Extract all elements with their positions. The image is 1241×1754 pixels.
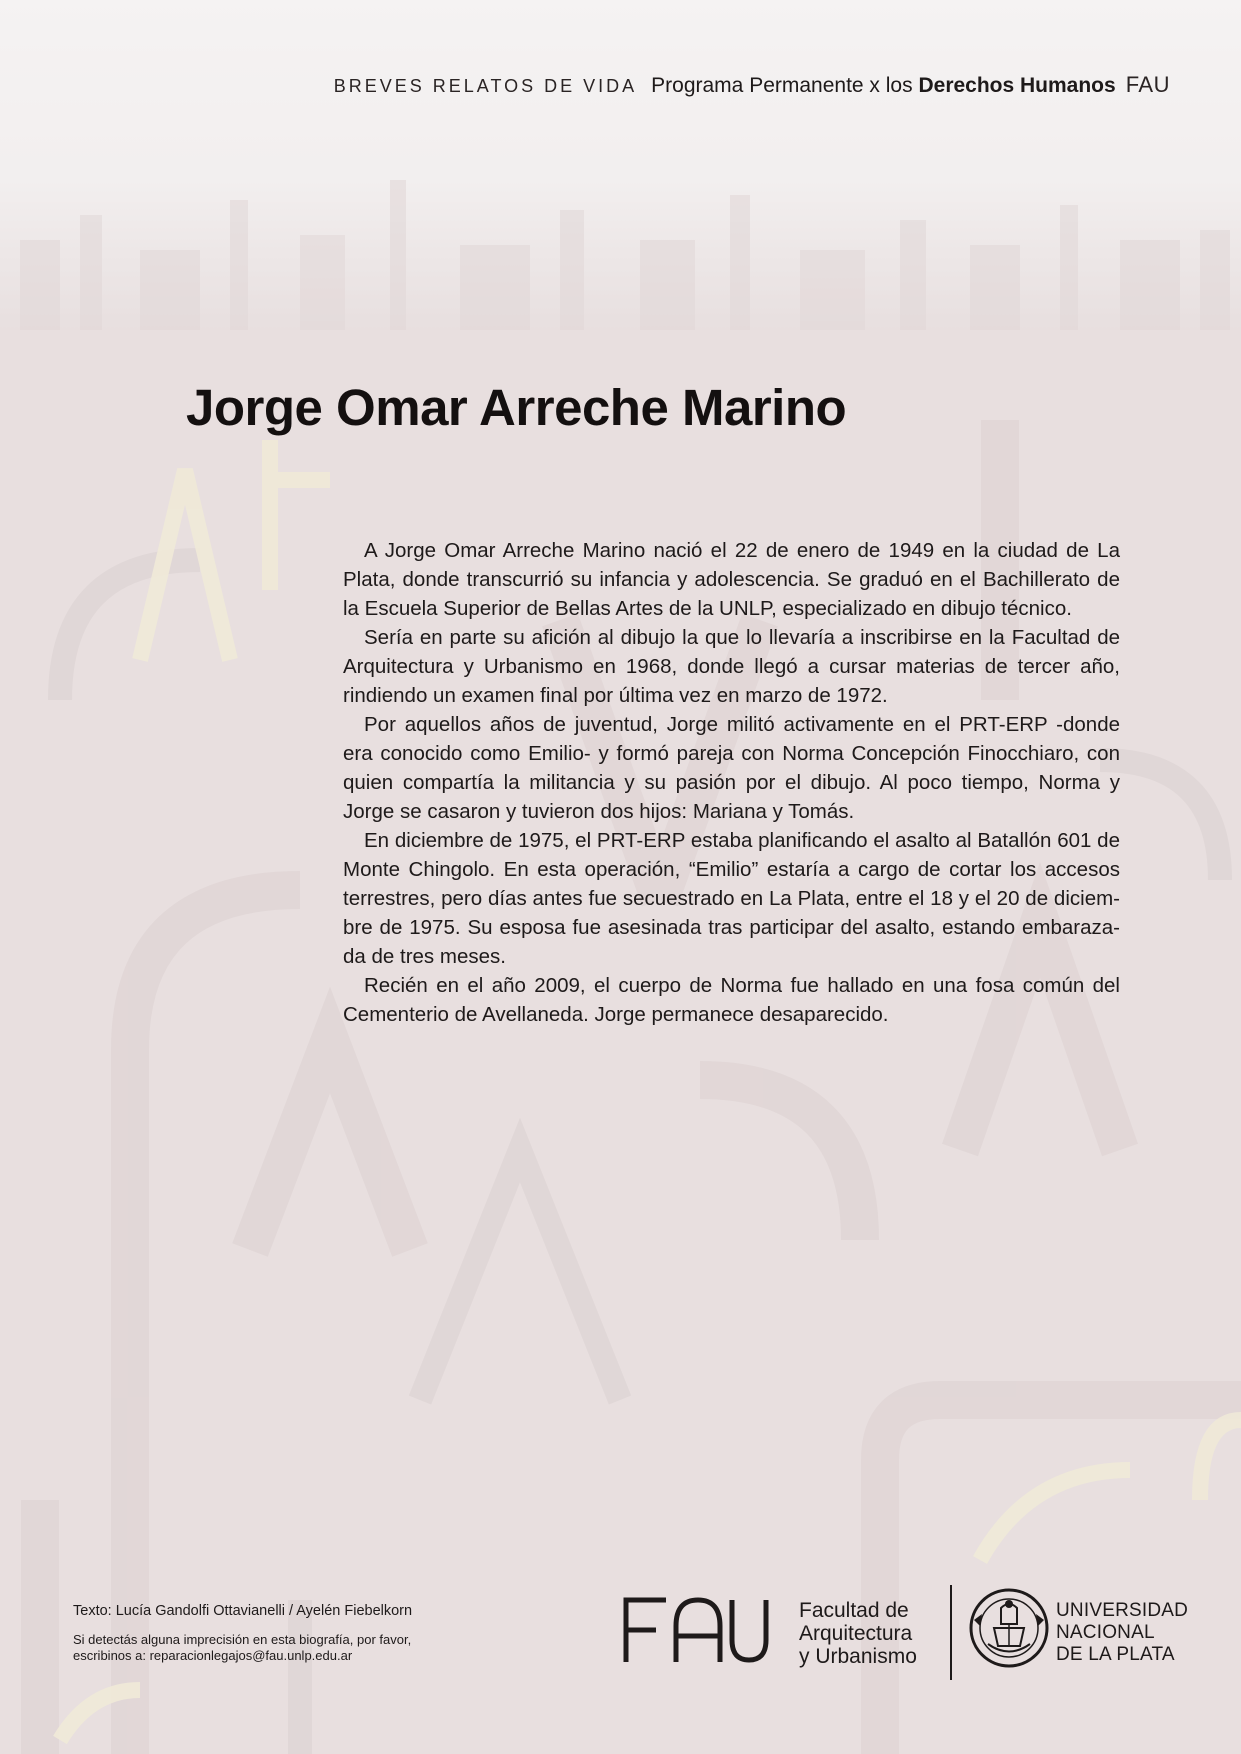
program-bold: Derechos Humanos	[918, 74, 1116, 97]
unlp-line-1: UNIVERSIDAD	[1056, 1600, 1189, 1621]
series-title: BREVES RELATOS DE VIDA	[333, 76, 638, 96]
faculty-line-3: y Urbanismo	[799, 1645, 917, 1668]
logo-divider	[950, 1585, 952, 1680]
faculty-line-1: Facultad de	[799, 1599, 909, 1622]
fau-logo-icon	[622, 1596, 770, 1664]
program-prefix: Programa Permanente x los	[651, 74, 913, 97]
notice-line-1: Si detectás alguna imprecisión en esta biografía, por favor,	[73, 1632, 412, 1647]
header	[334, 72, 1170, 98]
notice-line-2: escribinos a: reparacionlegajos@fau.unlp.edu.ar	[73, 1648, 353, 1663]
page-title: Jorge Omar Arreche Marino	[186, 379, 847, 436]
paragraph-3: Por aquellos años de juventud, Jorge militó activamente en el PRT-ERP -donde era conocido como Emilio- y formó pareja con Norma Concepción Finocchiaro, con quien compartía la militancia y su pasión por el dibujo. Al poco tiempo, Norma y Jorge se casaron y tuvieron dos hijos: Mariana y Tomás.	[343, 713, 1120, 823]
unlp-line-2: NACIONAL	[1056, 1622, 1155, 1643]
text-credit: Texto: Lucía Gandolfi Ottavianelli / Ayelén Fiebelkorn	[73, 1603, 413, 1619]
faculty-name	[799, 1599, 917, 1668]
biography-text	[343, 536, 1120, 1029]
correction-notice	[73, 1632, 493, 1664]
program-title	[651, 74, 1116, 98]
paragraph-2: Sería en parte su afición al dibujo la que lo llevaría a inscribirse en la Facultad de Arquitectura y Urbanismo en 1968, donde llegó a cursar materias de tercer año, rindiendo un examen final por última vez en marzo de 1972.	[343, 626, 1120, 707]
paragraph-4: En diciembre de 1975, el PRT-ERP estaba planificando el asalto al Batallón 601 de Monte Chingolo. En esta operación, “Emilio” estaría a cargo de cortar los accesos terrestres, pero días antes fue secuestrado en La Plata, entre el 18 y el 20 de diciembre de 1975. Su esposa fue asesinada tras participar del asalto, estando embarazada de tres meses.	[343, 829, 1120, 968]
unlp-seal-icon	[968, 1584, 1050, 1674]
paragraph-1: A Jorge Omar Arreche Marino nació el 22 de enero de 1949 en la ciudad de La Plata, donde transcurrió su infancia y adolescencia. Se graduó en el Bachillerato de la Escuela Superior de Bellas Artes de la UNLP, especializado en dibujo técnico.	[343, 539, 1120, 620]
unlp-line-3: DE LA PLATA	[1056, 1644, 1175, 1665]
paragraph-5: Recién en el año 2009, el cuerpo de Norma fue hallado en una fosa común del Cementerio de Avellaneda. Jorge permanece desaparecido.	[343, 974, 1120, 1026]
university-name	[1056, 1600, 1188, 1666]
faculty-line-2: Arquitectura	[799, 1622, 913, 1645]
header-fau-mark: FAU	[1125, 72, 1170, 97]
